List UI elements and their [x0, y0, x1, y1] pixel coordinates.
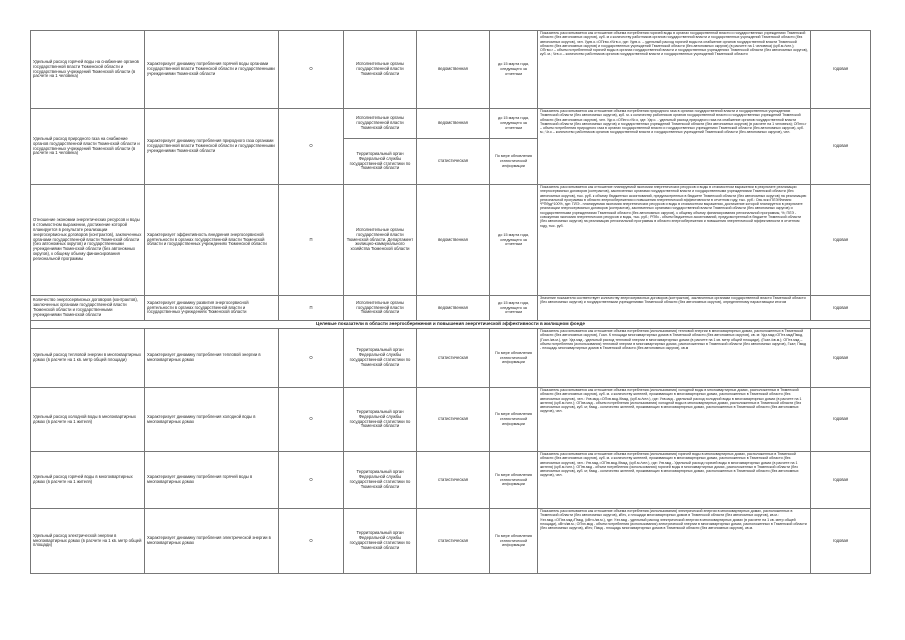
data-source: Исполнительные органы государственной власти Тюменской области	[344, 109, 417, 139]
collection-method: статистическая	[417, 329, 490, 388]
collection-method: статистическая	[417, 452, 490, 509]
indicator-characteristic: Характеризует динамику потребления электрической энергии в многоквартирных домах	[145, 509, 279, 574]
frequency: годовая	[811, 388, 871, 452]
indicator-characteristic: Характеризует динамику потребления тепловой энергии в многоквартирных домах	[145, 329, 279, 388]
indicator-characteristic: Характеризует динамику развития энергосервисной деятельности в органах государственной власти и государственных учреждениях Тюменской области	[145, 296, 279, 321]
indicator-type: П	[279, 185, 344, 296]
indicator-type: О	[279, 452, 344, 509]
indicator-characteristic: Характеризует динамику потребления горячей воды в многоквартирных домах	[145, 452, 279, 509]
indicator-name: Удельный расход электрической энергии в многоквартирных домах (в расчете на 1 кв. метр общей площади)	[31, 509, 145, 574]
reporting-period: По мере обновления статистической информации	[490, 329, 538, 388]
calculation-formula: Показатель рассчитывается как отношение объема потребления (использования) электрической энергии в многоквартирных домах, расположенных в Тюменской области (без автономных округов), кВтч, к площади многоквартирных домов в Тюменской области (без автономных округов), кв.м.: Уээ.мкд.=ОПээ.мкд./Пмкд, (кВтч./кв.м.), где: Уээ.мкд - удельный расход электрической энергии в многоквартирных домах (в расчете на 1 кв. метр общей площади), кВтч/кв.м.; ОПээ.мкд - объем потребления (использования) электрической энергии в многоквартирных домах, расположенных в Тюменской области (без автономных округов), кВтч; Пмкд - площадь многоквартирных домов в Тюменской области (без автономных округов), кв.м.	[538, 509, 811, 574]
indicators-table	[30, 30, 871, 574]
frequency: годовая	[811, 329, 871, 388]
table-row	[31, 329, 871, 388]
reporting-period: до 15 марта года, следующего за отчетным	[490, 185, 538, 296]
indicator-type: О	[279, 31, 344, 109]
calculation-formula: Показатель рассчитывается как отношение объема потребления (использования) холодной воды в многоквартирных домах, расположенных в Тюменской области (без автономных округов), куб. м. к количеству жителей, проживающих в многоквартирных домах, расположенных в Тюменской области (без автономных округов), чел.: Ухв.мкд.=ОПхв.мкд./Кмкд, (куб.м./чел.), где: Ухв.мкд - удельный расход холодной воды в многоквартирных домах (в расчете на 1 жителя) (куб.м./чел.); ОПхв.мкд - объем потребления (использования) холодной воды в многоквартирных домах, расположенных в Тюменской области (без автономных округов), куб. м; Кмкд - количество жителей, проживающих в многоквартирных домах, расположенных в Тюменской области (без автономных округов), чел.	[538, 388, 811, 452]
indicator-type: О	[279, 329, 344, 388]
collection-method: статистическая	[417, 388, 490, 452]
table-row	[31, 185, 871, 296]
indicator-type: О	[279, 109, 344, 185]
frequency: годовая	[811, 452, 871, 509]
frequency: годовая	[811, 109, 871, 185]
indicator-name: Удельный расход горячей воды в многоквартирных домах (в расчете на 1 жителя)	[31, 452, 145, 509]
reporting-period: до 15 марта года, следующего за отчетным	[490, 296, 538, 321]
data-source: Территориальный орган Федеральной службы государственной статистики по Тюменской области	[344, 139, 417, 185]
frequency: годовая	[811, 296, 871, 321]
calculation-formula: Значение показателя соответствует количеству энергосервисных договоров (контрактов), заключенных органами государственной власти Тюменской области (без автономных округов) и государственными учреждениями Тюменской области (без автономных округов), определенному нарастающим итогом	[538, 296, 811, 321]
frequency: годовая	[811, 31, 871, 109]
indicator-characteristic: Характеризует динамику потребления горячей воды органами государственной власти Тюменской области и государственными учреждениями Тюменской области	[145, 31, 279, 109]
indicator-name: Удельный расход природного газа на снабжение органов государственной власти Тюменской области и государственных учреждений Тюменской области (в расчете на 1 человека)	[31, 109, 145, 185]
indicator-characteristic: Характеризует эффективность внедрения энергосервисной деятельности в органах государственной власти Тюменской области и государственных учреждениях Тюменской области	[145, 185, 279, 296]
reporting-period: до 15 марта года, следующего за отчетным	[490, 109, 538, 139]
data-source: Территориальный орган Федеральной службы государственной статистики по Тюменской области	[344, 509, 417, 574]
collection-method: ведомственная	[417, 296, 490, 321]
data-source: Территориальный орган Федеральной службы государственной статистики по Тюменской области	[344, 329, 417, 388]
table-row	[31, 509, 871, 574]
table-row	[31, 452, 871, 509]
collection-method: статистическая	[417, 509, 490, 574]
indicator-type: О	[279, 388, 344, 452]
calculation-formula: Показатель рассчитывается как отношение объема потребления природного газа в органах государственной власти и государственных учреждениях Тюменской области (без автономных округов), куб. м. к количеству работников органов государственной власти и государственных учреждений Тюменской области (без автономных округов), чел. Удг.о.=ОПпго.г/Чг.о, где: Удг.о. - удельный расход природного газа на снабжение органов государственной власти Тюменской области (без автономных округов) и государственных учреждений Тюменской области (без автономных округов) (в расчете на 1 человека); ОПпго.г – объем потребления природного газа в органах государственной власти и государственных учреждениях Тюменской области (без автономных округов), куб. м.; Чг.о – количество работников органов государственной власти и государственных учреждений Тюменской области (без автономных округов), чел.	[538, 109, 811, 185]
indicator-name: Удельный расход тепловой энергии в многоквартирных домах (в расчете на 1 кв. метр общей площади)	[31, 329, 145, 388]
reporting-period: до 15 марта года, следующего за отчетным	[490, 31, 538, 109]
calculation-formula: Показатель рассчитывается как отношение объема потребления (использования) тепловой энергии в многоквартирных домах, расположенных в Тюменской области (без автономных округов), Гкал. К площади многоквартирных домов в Тюменской области (без автономных округов), кв. м: Удэ.мкд=ОПтэ.мкд/Пмкд, (Гкал./кв.м.), где: Удэ.мкд - удельный расход тепловой энергии в многоквартирных домах (в расчете на 1 кв. метр общей площади), (Гкал./кв.м.); ОПтэ.мкд – объем потребления (использования) тепловой энергии в многоквартирных домах, расположенных в Тюменской области (без автономных округов), Гкал; Пмкд - площадь многоквартирных домов в Тюменской области (без автономных округов), кв.м	[538, 329, 811, 388]
indicator-type: П	[279, 296, 344, 321]
indicator-name: Удельный расход холодной воды в многоквартирных домах (в расчете на 1 жителя)	[31, 388, 145, 452]
table-row	[31, 31, 871, 109]
collection-method: ведомственная	[417, 185, 490, 296]
data-source: Исполнительные органы государственной власти Тюменской области	[344, 31, 417, 109]
reporting-period: По мере обновления статистической информации	[490, 388, 538, 452]
data-source: Территориальный орган Федеральной службы государственной статистики по Тюменской области	[344, 452, 417, 509]
section-row	[31, 321, 871, 329]
calculation-formula: Показатель рассчитывается как отношение объема потребления горячей воды в органах государственной власти и государственных учреждениях Тюменской области (без автономных округов), куб. м к количеству работников органов государственной власти и государственных учреждений Тюменской области (без автономных округов), чел. Удгв.о.=ОПгво.г/Чгв.о, где: Удгв.о. – удельный расход горячей воды на снабжение органов государственной власти Тюменской области (без автономных округов) и государственных учреждений Тюменской области (без автономных округов) (в расчете на 1 человека) (куб.м./чел.); ОПгвo.г – объем потребленной горячей воды в органах государственной власти и государственных учреждениях Тюменской области (без автономных округов), куб. м.; Чгв.о – количество работников органов государственной власти и государственных учреждений Тюменской области	[538, 31, 811, 109]
collection-method: статистическая	[417, 139, 490, 185]
reporting-period: По мере обновления статистической информации	[490, 139, 538, 185]
reporting-period: По мере обновления статистической информации	[490, 452, 538, 509]
data-source: Исполнительные органы государственной власти Тюменской области	[344, 296, 417, 321]
indicator-name: Количество энергосервисных договоров (контрактов), заключенных органами государственной власти Тюменской области и государственными учреждениями Тюменской области	[31, 296, 145, 321]
table-row	[31, 109, 871, 139]
calculation-formula: Показатель рассчитывается как отношение объема потребления (использования) горячей воды в многоквартирных домах, расположенных в Тюменской области (без автономных округов), куб. м. к количеству жителей, проживающих в многоквартирных домах, расположенных в Тюменской области (без автономных округов), чел.: Угв.мкд.=ОПгв.мкд./Кмкд, (куб.м./чел.), где: Угв.мкд - Удельный расход горячей воды в многоквартирных домах (в расчете на 1 жителя) (куб.м./чел.); ОПгв.мкд - объем потребления (использования) горячей воды в многоквартирных домах, расположенных в Тюменской области (без автономных округов), куб. м; Кмкд - количество жителей, проживающих в многоквартирных домах, расположенных в Тюменской области (без автономных округов), чел.	[538, 452, 811, 509]
indicator-name: Удельный расход горячей воды на снабжение органов государственной власти Тюменской области и государственных учреждений Тюменской области (в расчете на 1 человека)	[31, 31, 145, 109]
section-header: Целевые показатели в области энергосбережения и повышения энергетической эффективности в жилищном фонде	[31, 321, 871, 329]
document-page	[30, 30, 871, 574]
reporting-period: По мере обновления статистической информации	[490, 509, 538, 574]
indicator-characteristic: Характеризует динамику потребления природного газа органами государственной власти Тюменской области и государственными учреждениями Тюменской области	[145, 109, 279, 185]
collection-method: ведомственная	[417, 31, 490, 109]
frequency: годовая	[811, 185, 871, 296]
table-row	[31, 388, 871, 452]
indicator-name: Отношение экономии энергетических ресурсов и воды в стоимостном выражении, достижение которой планируется в результате реализации энергосервисных договоров (контрактов), заключенных органами государственной власти Тюменской области (без автономных округов) и государственными учреждениями Тюменской области (без автономных округов), к общему объему финансирования региональной программы	[31, 185, 145, 296]
indicator-type: О	[279, 509, 344, 574]
table-row	[31, 296, 871, 321]
indicator-characteristic: Характеризует динамику потребления холодной воды в многоквартирных домах	[145, 388, 279, 452]
calculation-formula: Показатель рассчитывается как отношение планируемой экономии энергетических ресурсов и воды в стоимостном выражении в результате реализации энергосервисных договоров (контрактов), заключенных органами государственной власти и государственными учреждениями Тюменской области (без автономных округов), тыс. руб. к объему бюджетных ассигнований, предусмотренных в бюджете Тюменской области (без автономных округов) на реализацию региональной программы в области энергосбережения и повышения энергетической эффективности в отчетном году, тыс. руб.: Оэк.эск=ПЛЭ/Финанс *РПбуд*100%, где: ПЛЭ - планируемая экономия энергетических ресурсов и воды в стоимостном выражении, достижение которой планируется в результате реализации энергосервисных договоров (контрактов), заключенных органами государственной власти Тюменской области (без автономных округов) и государственными учреждениями Тюменской области (без автономных округов), к общему объему финансирования региональной программы, %; ПЛЭ - совокупная экономия энергетических ресурсов и воды, тыс. руб.; РПбз - объем бюджетных ассигнований, предусмотренный в бюджете Тюменской области (без автономных округов) на реализацию региональной программы в области энергосбережения и повышения энергетической эффективности в отчетном году, тыс. руб.	[538, 185, 811, 296]
data-source: Исполнительные органы государственной власти Тюменской области. Департамент жилищно-коммунального хозяйства Тюменской области	[344, 185, 417, 296]
collection-method: ведомственная	[417, 109, 490, 139]
data-source: Территориальный орган Федеральной службы государственной статистики по Тюменской области	[344, 388, 417, 452]
frequency: годовая	[811, 509, 871, 574]
